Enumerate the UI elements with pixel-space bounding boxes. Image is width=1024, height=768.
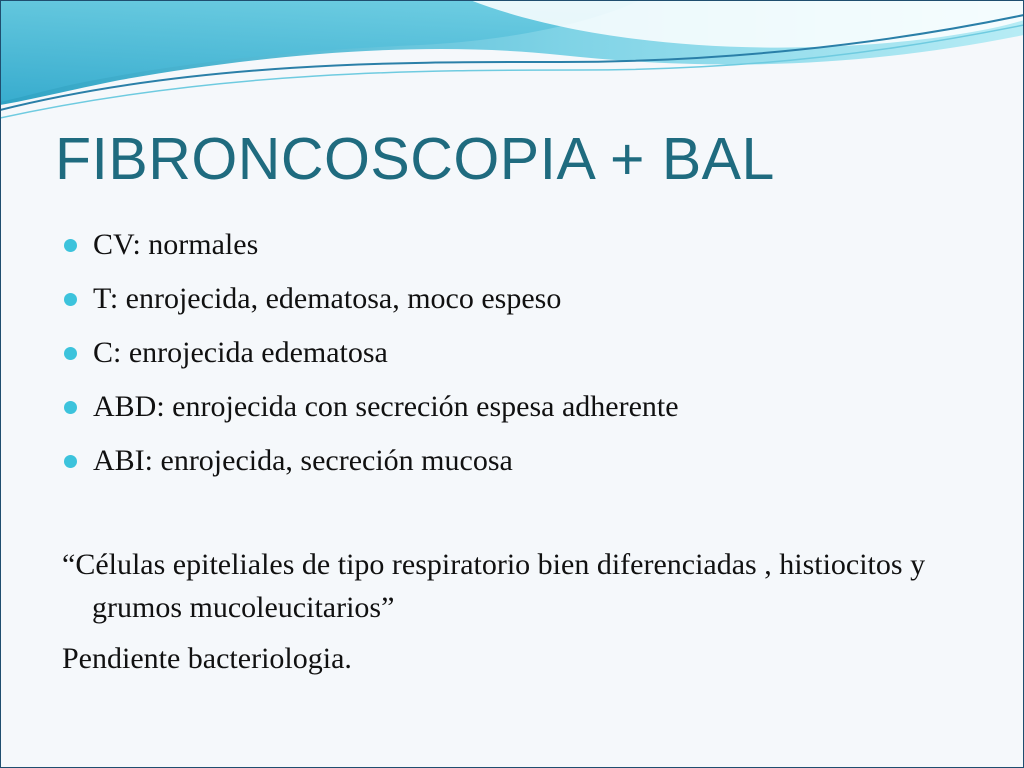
pending-note: Pendiente bacteriologia. bbox=[62, 642, 352, 675]
slide-title: FIBRONCOSCOPIA + BAL bbox=[55, 126, 775, 192]
bullet-dot-icon bbox=[64, 239, 77, 252]
bullet-item-cv bbox=[60, 225, 679, 279]
bullet-item-abi bbox=[60, 441, 679, 495]
bullet-text: CV: normales bbox=[93, 228, 259, 261]
bullet-dot-icon bbox=[64, 455, 77, 468]
bullet-dot-icon bbox=[64, 293, 77, 306]
slide-body bbox=[62, 543, 982, 680]
bullet-text: ABD: enrojecida con secreción espesa adherente bbox=[93, 390, 679, 423]
bullet-text: ABI: enrojecida, secreción mucosa bbox=[93, 444, 513, 477]
bullet-item-t bbox=[60, 279, 679, 333]
bullet-dot-icon bbox=[64, 401, 77, 414]
bullet-item-c bbox=[60, 333, 679, 387]
bullet-item-abd bbox=[60, 387, 679, 441]
bullet-text: T: enrojecida, edematosa, moco espeso bbox=[93, 282, 562, 315]
bullet-list bbox=[60, 225, 679, 495]
bullet-text: C: enrojecida edematosa bbox=[93, 336, 388, 369]
header-wave-decoration bbox=[0, 0, 1024, 125]
bullet-dot-icon bbox=[64, 347, 77, 360]
cytology-quote: “Células epiteliales de tipo respiratorio bien diferenciadas , histiocitos y grumos mucoleucitarios” bbox=[62, 548, 926, 624]
